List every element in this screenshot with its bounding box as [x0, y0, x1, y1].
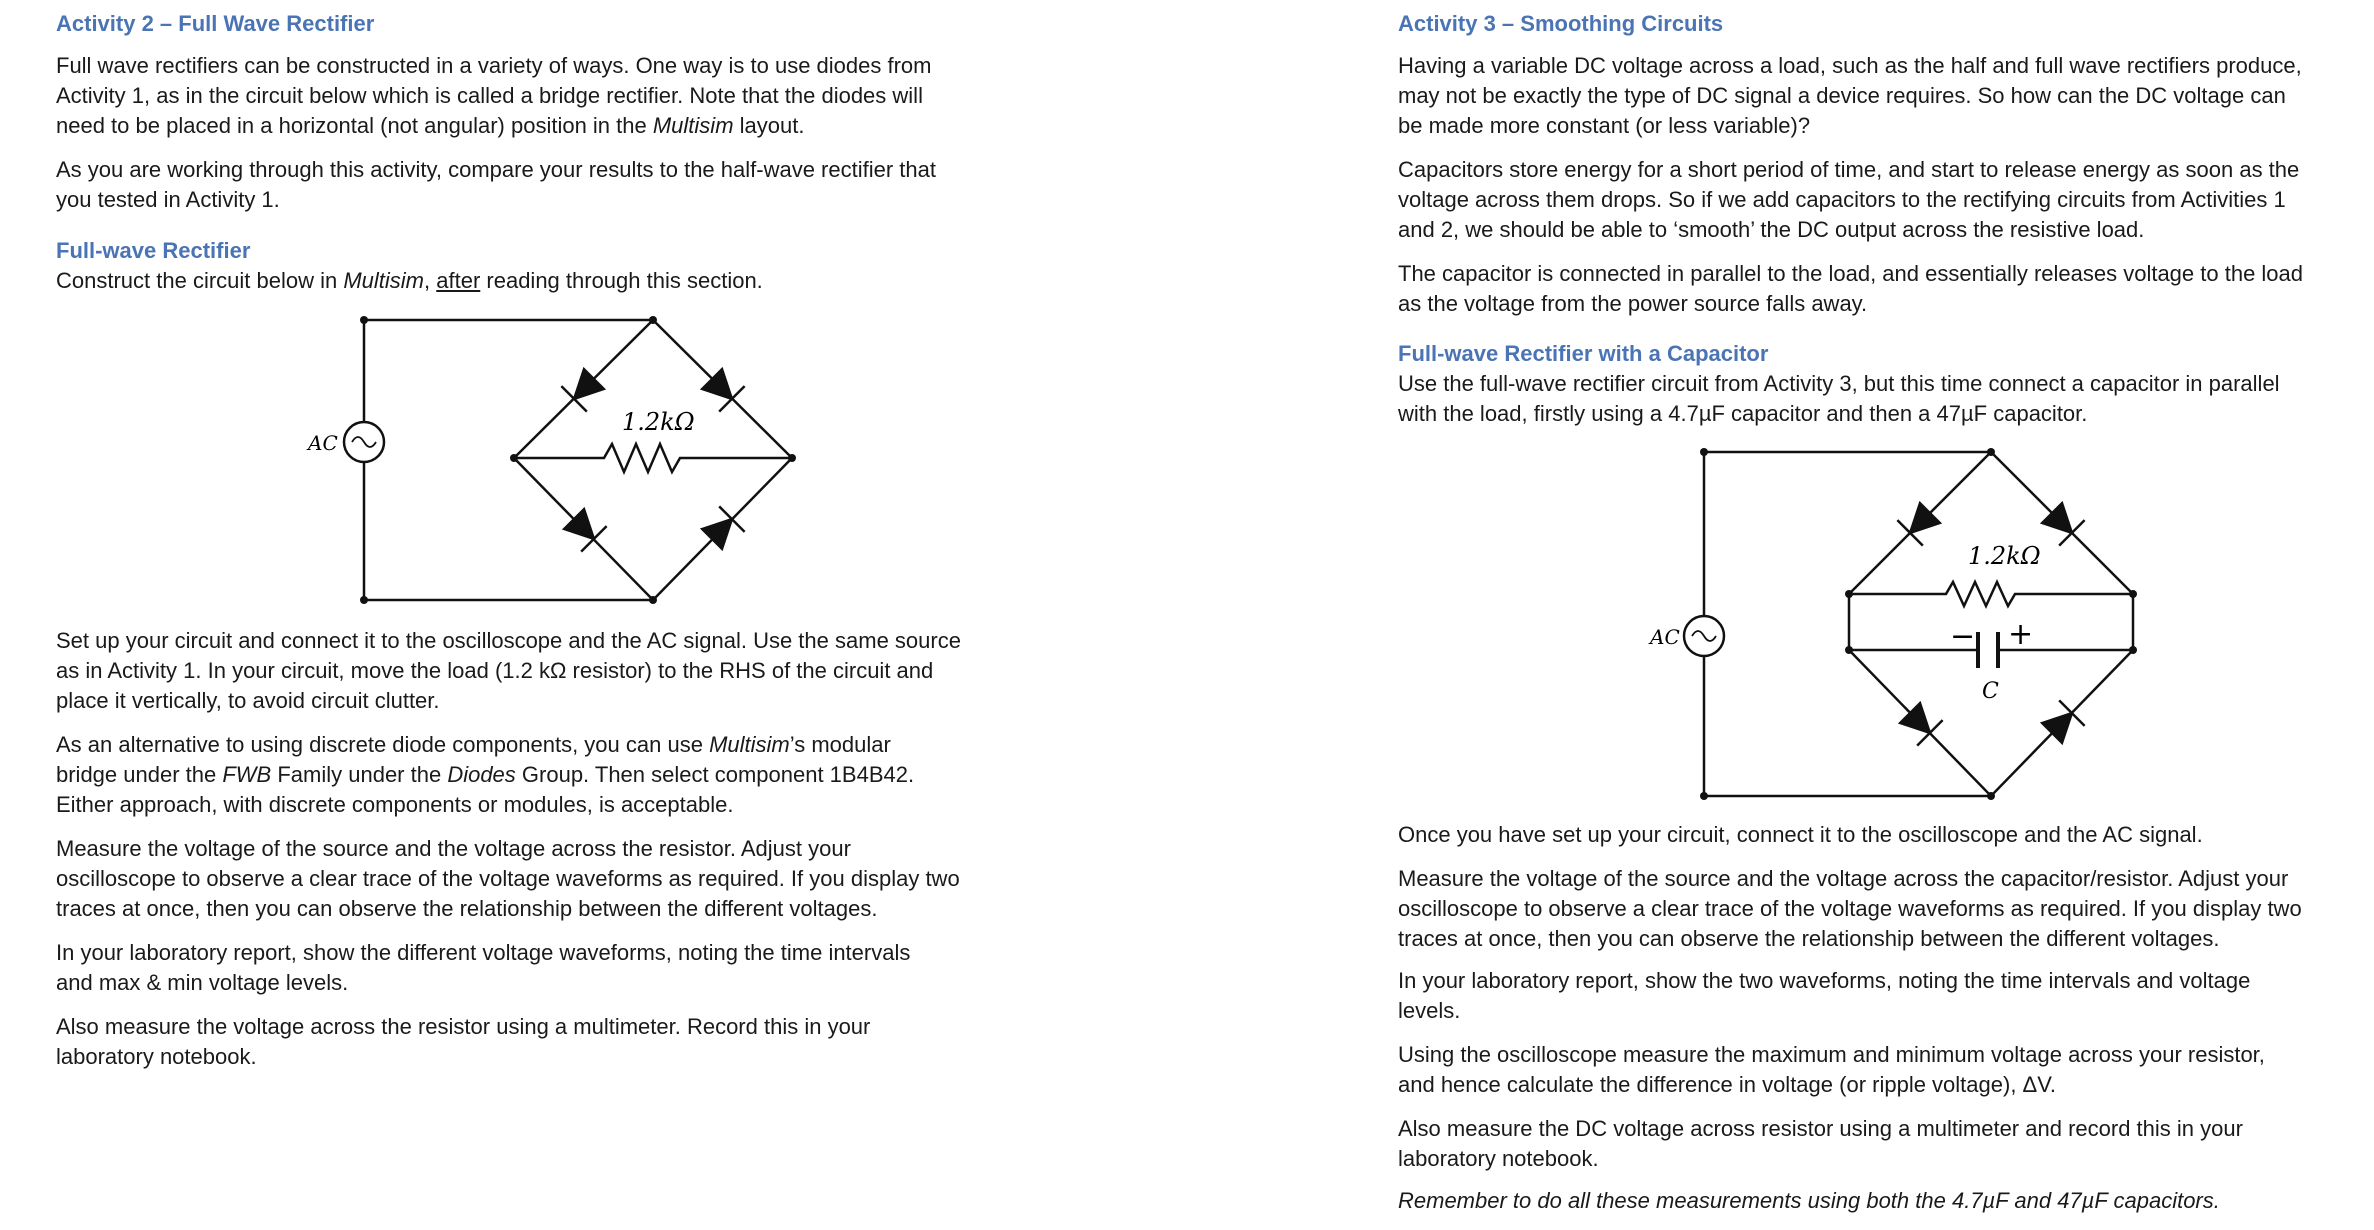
- multimeter-paragraph: Also measure the voltage across the resistor using a multimeter. Record this in your laboratory notebook.: [56, 1014, 871, 1069]
- ripple-paragraph: Using the oscilloscope measure the maximum and minimum voltage across your resistor, and hence calculate the difference in voltage (or ripple voltage), ΔV.: [1398, 1042, 2265, 1097]
- capacitors-paragraph: Capacitors store energy for a short period of time, and start to release energy as soon as the voltage across them drops. So if we add capacitors to the rectifying circuits from Activities 1 and 2, we should be able to ‘smooth’ the DC output across the resistive load.: [1398, 157, 2300, 242]
- report-paragraph: In your laboratory report, show the different voltage waveforms, noting the time intervals and max & min voltage levels.: [56, 940, 911, 995]
- full-wave-rectifier-subheading: Full-wave Rectifier: [56, 238, 251, 263]
- rectifier-capacitor-circuit: [1398, 440, 2218, 810]
- capacitor-plus-sign: +: [2008, 617, 2034, 652]
- rectifier-capacitor-subheading: Full-wave Rectifier with a Capacitor: [1398, 341, 1769, 366]
- resistor-zigzag: [1849, 582, 2133, 606]
- resistor-label: 1.2kΩ: [1968, 542, 2041, 570]
- report-paragraph: In your laboratory report, show the two waveforms, noting the time intervals and voltage levels.: [1398, 968, 2251, 1023]
- activity-2-title: Activity 2 – Full Wave Rectifier: [56, 11, 375, 36]
- activity-2-intro: Full wave rectifiers can be constructed in a variety of ways. One way is to use diodes from Activity 1, as in the circuit below which is called a bridge rectifier. Note that the diodes will need to be placed in a horizontal (not angular) position in the Multisim layout.: [56, 53, 932, 138]
- parallel-paragraph: The capacitor is connected in parallel to the load, and essentially releases voltage to the load as the voltage from the power source falls away.: [1398, 261, 2304, 316]
- capacitor-minus-sign: −: [1950, 619, 1976, 654]
- construct-instruction: Construct the circuit below in Multisim, after reading through this section.: [56, 268, 763, 293]
- setup-paragraph: Set up your circuit and connect it to the oscilloscope and the AC signal. Use the same source as in Activity 1. In your circuit, move the load (1.2 kΩ resistor) to the RHS of the circuit and place it vertically, to avoid circuit clutter.: [56, 628, 961, 713]
- resistor-zigzag: [514, 444, 792, 472]
- bridge-outline: [1849, 452, 2133, 796]
- resistor-label: 1.2kΩ: [622, 408, 695, 436]
- dc-paragraph: Also measure the DC voltage across resistor using a multimeter and record this in your laboratory notebook.: [1398, 1116, 2243, 1171]
- once-paragraph: Once you have set up your circuit, connect it to the oscilloscope and the AC signal.: [1398, 822, 2203, 847]
- measure-paragraph: Measure the voltage of the source and the voltage across the capacitor/resistor. Adjust your oscilloscope to observe a clear trace of the voltage waveforms as required. If you display two traces at once, then you can observe the relationship between the different voltages.: [1398, 866, 2302, 951]
- activity-3-title: Activity 3 – Smoothing Circuits: [1398, 11, 1724, 36]
- measure-paragraph: Measure the voltage of the source and the voltage across the resistor. Adjust your oscilloscope to observe a clear trace of the voltage waveforms as required. If you display two traces at once, then you can observe the relationship between the different voltages.: [56, 836, 960, 921]
- activity-2-compare: As you are working through this activity, compare your results to the half-wave rectifier that you tested in Activity 1.: [56, 157, 936, 212]
- alternative-paragraph: As an alternative to using discrete diode components, you can use Multisim’s modular bridge under the FWB Family under the Diodes Group. Then select component 1B4B42. Either approach, with discrete components or modules, is acceptable.: [56, 732, 915, 817]
- remember-note: Remember to do all these measurements using both the 4.7µF and 47µF capacitors.: [1398, 1188, 2220, 1213]
- activity-3-intro: Having a variable DC voltage across a load, such as the half and full wave rectifiers produce, may not be exactly the type of DC signal a device requires. So how can the DC voltage can be made more constant (or less variable)?: [1398, 53, 2302, 138]
- ac-source-label: AC: [308, 431, 338, 455]
- use-paragraph: Use the full-wave rectifier circuit from Activity 3, but this time connect a capacitor in parallel with the load, firstly using a 4.7µF capacitor and then a 47µF capacitor.: [1398, 371, 2280, 426]
- ac-source-label: AC: [1650, 625, 1680, 649]
- capacitor-label: C: [1982, 679, 1999, 704]
- bridge-rectifier-circuit: [56, 300, 876, 620]
